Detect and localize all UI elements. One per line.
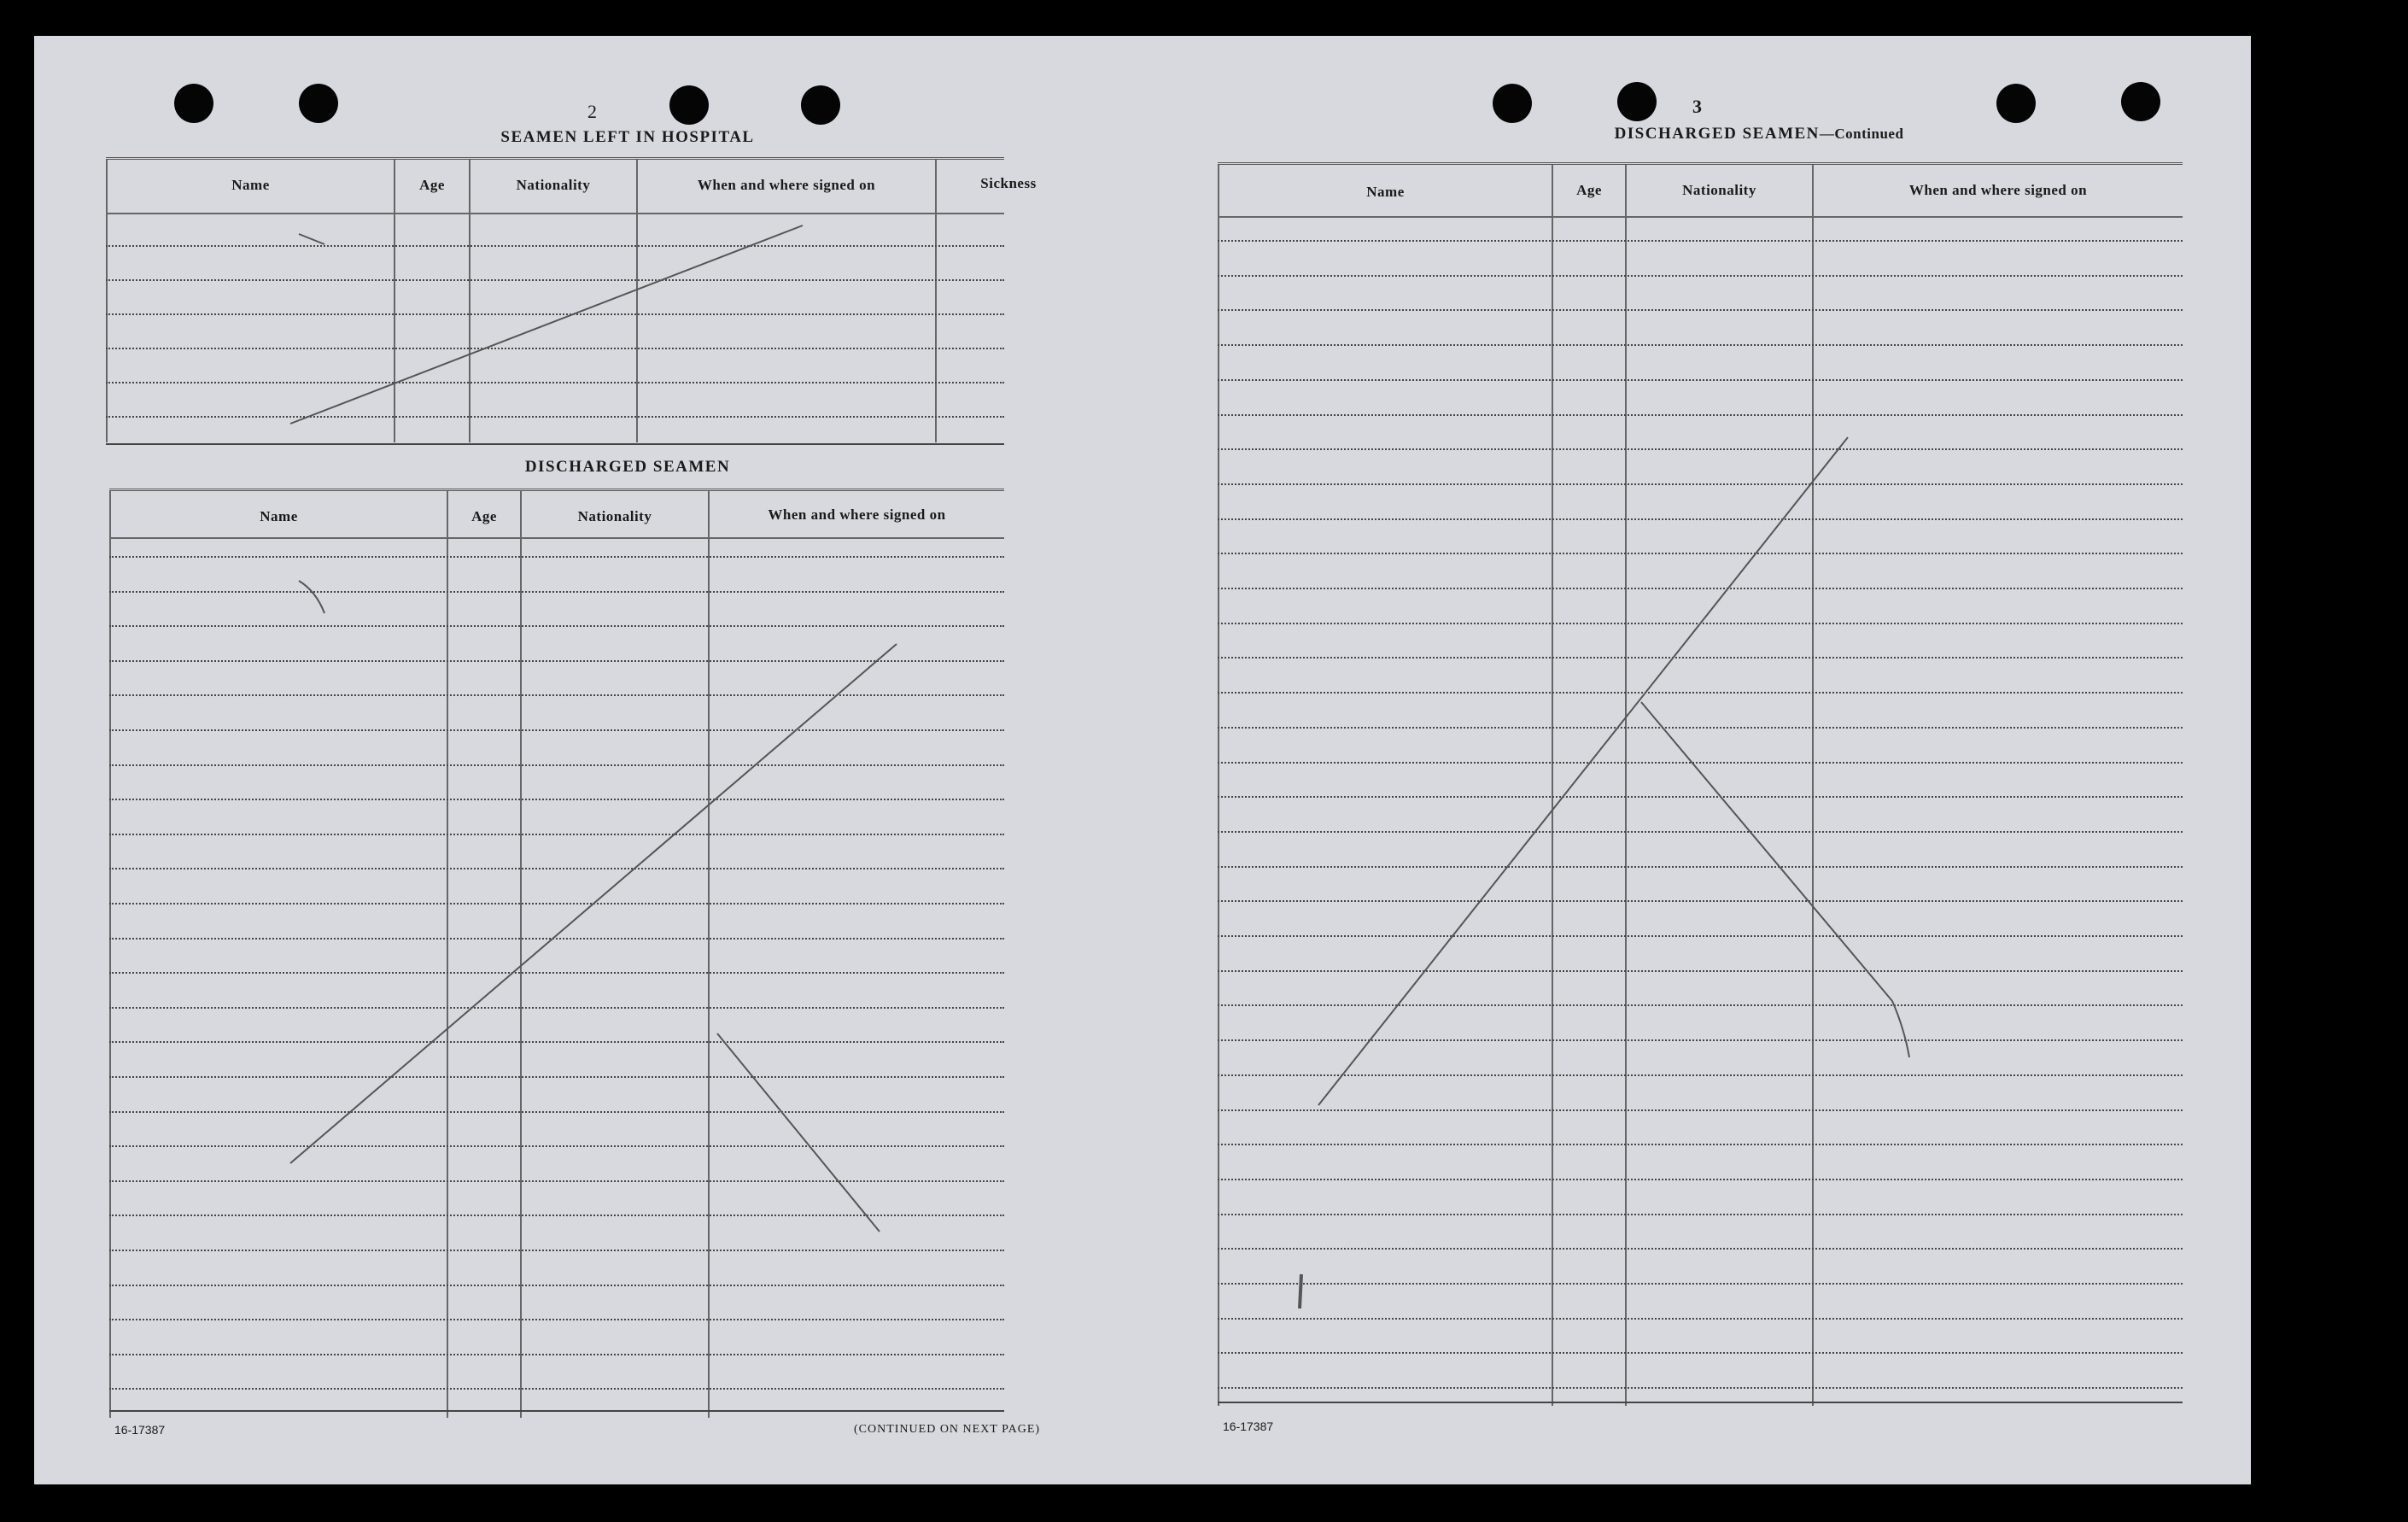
page-number-right: 3 (1692, 96, 1702, 117)
discharged-left-tick (299, 581, 324, 613)
hospital-col-name: Name (106, 160, 394, 442)
discharged-col-name: Name (109, 491, 447, 1418)
scanned-form-sheet (34, 36, 2251, 1484)
discharged-right-cross (1641, 702, 1909, 1057)
title-suffix: —Continued (1819, 126, 1904, 142)
hospital-col-signed-on: When and where signed on (636, 160, 935, 442)
discharged-left-diagonal (290, 644, 897, 1163)
hospital-col-age: Age (394, 160, 469, 442)
title-main: DISCHARGED SEAMEN (1614, 125, 1820, 143)
form-number-left: 16-17387 (114, 1423, 166, 1437)
right-col-name: Name (1218, 165, 1552, 1406)
hospital-col-nationality: Nationality (469, 160, 636, 442)
hospital-tick (299, 234, 324, 244)
discharged-col-age: Age (447, 491, 520, 1418)
pencil-strike-marks (34, 36, 2251, 1484)
hospital-col-sickness: Sickness (935, 160, 1080, 442)
form-number-right: 16-17387 (1223, 1420, 1274, 1433)
right-col-age: Age (1552, 165, 1625, 1406)
discharged-left-cross (717, 1033, 880, 1232)
right-col-nationality: Nationality (1625, 165, 1812, 1406)
hospital-diagonal-line (290, 225, 803, 424)
page-number-left: 2 (587, 101, 597, 122)
continued-note: (CONTINUED ON NEXT PAGE) (854, 1423, 1041, 1436)
pencil-mark (1300, 1274, 1301, 1308)
discharged-col-signed-on: When and where signed on (708, 491, 1004, 1418)
discharged-section-title: DISCHARGED SEAMEN (524, 458, 731, 476)
right-col-signed-on: When and where signed on (1812, 165, 2183, 1406)
discharged-right-diagonal (1318, 437, 1848, 1105)
hospital-section-title: SEAMEN LEFT IN HOSPITAL (500, 128, 755, 146)
discharged-col-nationality: Nationality (520, 491, 708, 1418)
